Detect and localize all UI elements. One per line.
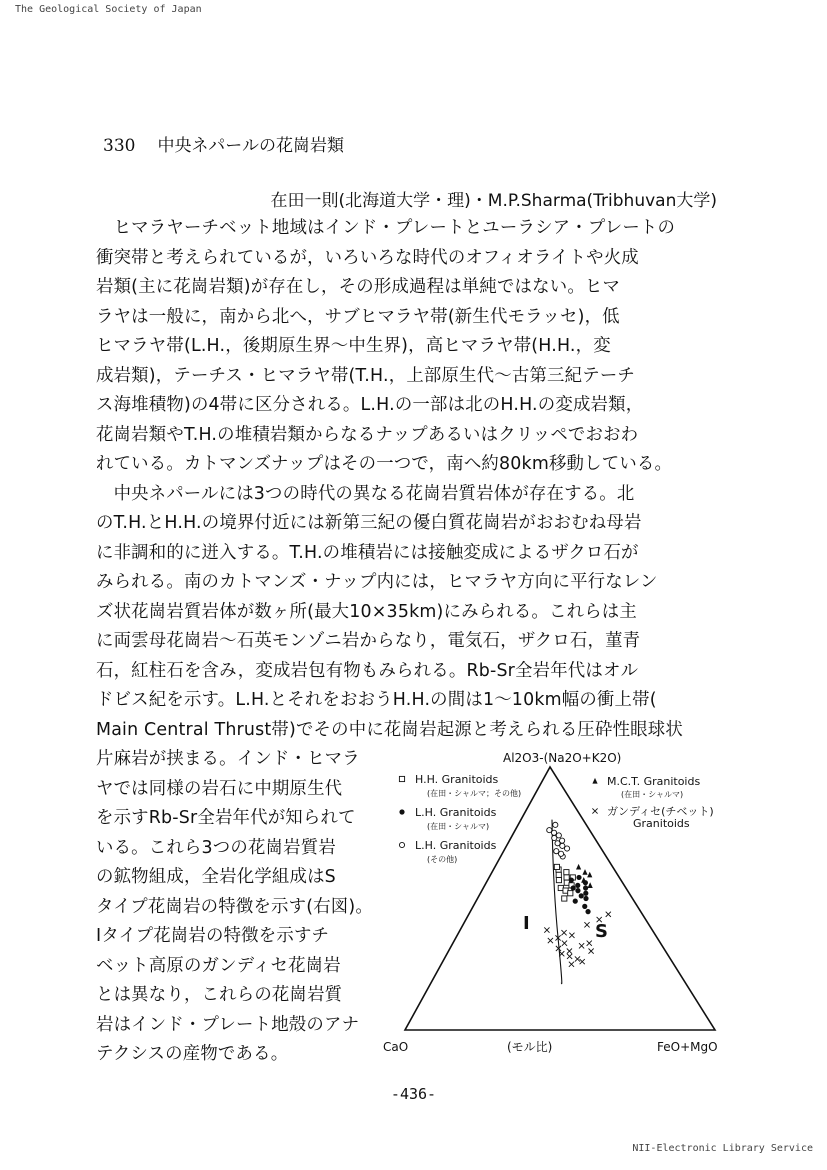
legend-note: (在田・シャルマ) [621, 790, 684, 799]
filled-circle-point [571, 885, 576, 890]
body-line: 成岩類)，テーチス・ヒマラヤ帯(T.H.，上部原生代～古第三紀テーチ [96, 365, 635, 386]
filled-circle-point [576, 875, 581, 880]
cross-point [544, 927, 549, 932]
field-label-i: I [523, 913, 530, 934]
filled-circle-point [583, 885, 588, 890]
filled-circle-point [582, 904, 587, 909]
field-label-s: S [595, 921, 608, 942]
cross-point [580, 959, 585, 964]
filled-triangle-point [587, 872, 592, 878]
filled-circle-point [569, 877, 574, 882]
open-circle-point [552, 835, 557, 840]
open-square-point [568, 891, 573, 896]
body-line: に非調和的に迸入する。T.H.の堆積岩には接触変成によるザクロ石が [96, 542, 639, 563]
open-square-point [556, 872, 561, 877]
open-circle-point [564, 846, 569, 851]
cross-point [584, 922, 589, 927]
filled-circle-point [573, 899, 578, 904]
filled-circle-point [585, 909, 590, 914]
body-line: Main Central Thrust帯)でその中に花崗岩起源と考えられる圧砕性眼球状 [96, 719, 683, 740]
cross-point [587, 941, 592, 946]
open-circle-point [547, 828, 552, 833]
cross-point [567, 954, 572, 959]
cross-point [569, 933, 574, 938]
side-line: テクシスの産物である。 [96, 1044, 289, 1064]
body-line: 中央ネパールには3つの時代の異なる花崗岩質岩体が存在する。北 [96, 483, 635, 504]
side-line: ヤでは同様の岩石に中期原生代 [96, 778, 343, 799]
open-circle-point [558, 851, 563, 856]
cross-point [592, 808, 597, 813]
open-square-point [564, 870, 569, 875]
filled-circle-point [579, 893, 584, 898]
legend-entry: H.H. Granitoids [415, 773, 499, 786]
open-circle-point [553, 822, 558, 827]
ternary-diagram [375, 745, 745, 1060]
cross-point [561, 930, 566, 935]
open-square-point [556, 877, 561, 882]
body-line: 岩類(主に花崗岩類)が存在し，その形成過程は単純ではない。ヒマ [96, 277, 621, 297]
page-number: -436- [390, 1085, 437, 1103]
open-square-point [399, 776, 404, 781]
filled-triangle-point [588, 882, 593, 888]
filled-circle-point [399, 809, 404, 814]
body-line: に両雲母花崗岩～石英モンゾニ岩からなり，電気石，ザクロ石，菫青 [96, 631, 641, 651]
authors: 在田一則(北海道大学・理)・M.P.Sharma(Tribhuvan大学) [270, 191, 717, 211]
abstract-number: 330 [103, 136, 136, 156]
legend-entry: L.H. Granitoids [415, 839, 497, 852]
cross-point [589, 949, 594, 954]
side-line: の鉱物組成，全岩化学組成はS [96, 867, 336, 887]
side-line: 岩はインド・プレート地殻のアナ [96, 1014, 360, 1035]
body-line: ヒマラヤーチベット地域はインド・プレートとユーラシア・プレートの [96, 218, 676, 238]
open-circle-point [399, 842, 404, 847]
apex-right-label: FeO+MgO [657, 1040, 718, 1054]
cross-point [567, 949, 572, 954]
body-line: ドビス紀を示す。L.H.とそれをおおうH.H.の間は1～10km幅の衝上帯( [96, 690, 657, 710]
body-line: 石，紅柱石を含み，変成岩包有物もみられる。Rb-Sr全岩年代はオル [96, 660, 639, 681]
open-circle-point [560, 838, 565, 843]
body-line: 花崗岩類やT.H.の堆積岩類からなるナップあるいはクリッペでおおわ [96, 424, 639, 445]
body-line: 衝突帯と考えられているが，いろいろな時代のオフィオライトや火成 [96, 247, 639, 268]
legend-note: Granitoids [633, 817, 690, 830]
filled-circle-point [575, 888, 580, 893]
legend-entry: M.C.T. Granitoids [607, 775, 701, 788]
body-line: れている。カトマンズナップはその一つで，南へ約80km移動している。 [96, 454, 673, 474]
cross-point [562, 941, 567, 946]
side-line: Iタイプ花崗岩の特徴を示すチ [96, 926, 330, 946]
side-line: 片麻岩が挟まる。インド・ヒマラ [96, 749, 360, 769]
open-square-point [554, 864, 559, 869]
bottom-label: (モル比) [507, 1040, 553, 1054]
filled-circle-point [583, 896, 588, 901]
legend-entry: L.H. Granitoids [415, 806, 497, 819]
apex-left-label: CaO [383, 1040, 409, 1054]
archive-header: The Geological Society of Japan [15, 4, 202, 15]
side-line: タイプ花崗岩の特徴を示す(右図)。 [96, 896, 373, 917]
body-line: ス海堆積物)の4帯に区分される。L.H.の一部は北のH.H.の変成岩類， [96, 395, 644, 415]
body-line: みられる。南のカトマンズ・ナップ内には，ヒマラヤ方向に平行なレン [96, 572, 658, 592]
filled-triangle-point [592, 778, 597, 784]
cross-point [579, 943, 584, 948]
filled-circle-point [583, 891, 588, 896]
cross-point [575, 956, 580, 961]
abstract-title-text: 中央ネパールの花崗岩類 [157, 136, 344, 156]
apex-top-label: Al2O3-(Na2O+K2O) [503, 751, 622, 765]
cross-point [569, 962, 574, 967]
open-square-point [564, 875, 569, 880]
archive-footer: NII-Electronic Library Service [632, 1143, 813, 1154]
filled-triangle-point [582, 869, 587, 875]
cross-point [548, 938, 553, 943]
filled-circle-point [575, 883, 580, 888]
abstract-title [103, 131, 344, 156]
legend-note: (在田・シャルマ；その他) [427, 789, 522, 798]
cross-point [606, 912, 611, 917]
body-line: ラヤは一般に，南から北へ，サブヒマラヤ帯(新生代モラッセ)，低 [96, 306, 620, 327]
side-line: とは異なり，これらの花崗岩質 [96, 985, 343, 1005]
side-line: を示すRb-Sr全岩年代が知られて [96, 808, 356, 828]
legend-entry: ガンディセ(チベット) [607, 805, 714, 818]
side-line: いる。これら3つの花崗岩質岩 [96, 837, 336, 858]
body-line: ヒマラヤ帯(L.H.，後期原生界～中生界)，高ヒマラヤ帯(H.H.，変 [96, 336, 611, 356]
body-line: のT.H.とH.H.の境界付近には新第三紀の優白質花崗岩がおおむね母岩 [96, 513, 642, 533]
body-line: ズ状花崗岩質岩体が数ヶ所(最大10×35km)にみられる。これらは主 [96, 601, 637, 622]
side-line: ベット高原のガンディセ花崗岩 [96, 955, 341, 976]
legend-note: (その他) [427, 855, 458, 864]
filled-triangle-point [581, 877, 586, 883]
legend-note: (在田・シャルマ) [427, 822, 490, 831]
open-square-point [562, 896, 567, 901]
filled-triangle-point [576, 864, 581, 870]
